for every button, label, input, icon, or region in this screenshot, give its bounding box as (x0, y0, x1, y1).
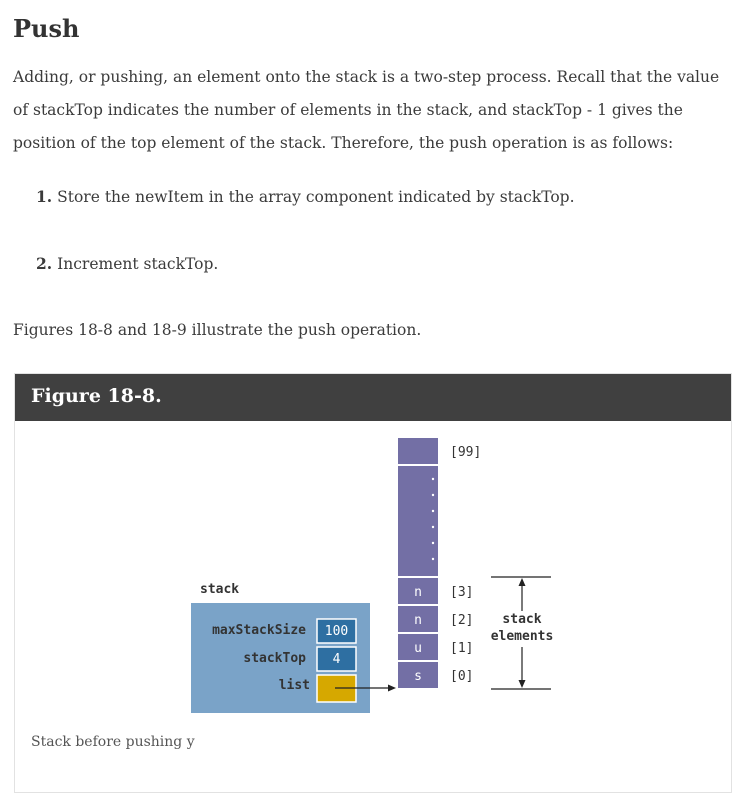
ellipsis-dot (432, 558, 434, 560)
ellipsis-dot (432, 478, 434, 480)
array-value-3: n (414, 585, 422, 600)
max-stack-size-label: maxStackSize (212, 623, 306, 638)
bracket-label-line2: elements (490, 629, 554, 644)
list-pointer-arrowhead (388, 685, 396, 692)
step-1-text: Store the newItem in the array component indicated by stackTop. (57, 188, 575, 206)
array-value-2: n (414, 613, 422, 628)
array-index-99: [99] (450, 445, 482, 460)
bracket-down-arrowhead (519, 680, 526, 688)
array-index-2: [2] (450, 613, 474, 628)
step-2 (36, 254, 218, 273)
step-2-text: Increment stackTop. (57, 255, 219, 273)
figure-18-8 (14, 373, 732, 793)
figure-header (15, 374, 731, 421)
step-2-number: 2. (36, 254, 53, 273)
ellipsis-dot (432, 542, 434, 544)
ellipsis-dot (432, 494, 434, 496)
stack-top-value: 4 (332, 652, 341, 667)
intro-paragraph: Adding, or pushing, an element onto the stack is a two-step process. Recall that the value of stackTop indicates the number of elements in the stack, and stackTop - 1 gives the position of the top element of the stack. Therefore, the push operation is as follows: (13, 68, 720, 152)
bracket-up-arrowhead (519, 578, 526, 586)
max-stack-size-value: 100 (324, 624, 349, 639)
figure-caption: Stack before pushing y (31, 734, 195, 750)
figures-intro: Figures 18-8 and 18-9 illustrate the push operation. (13, 321, 422, 339)
ellipsis-dot (432, 510, 434, 512)
figure-title: Figure 18-8. (31, 385, 162, 407)
stack-label: stack (200, 582, 240, 597)
ellipsis-dot (432, 526, 434, 528)
array-value-0: s (414, 669, 422, 684)
page-title: Push (13, 14, 80, 43)
stack-diagram (15, 421, 731, 741)
array-value-1: u (414, 641, 422, 656)
bracket-label-line1: stack (502, 612, 542, 627)
array-cell-99 (398, 438, 438, 464)
stack-top-label: stackTop (243, 651, 306, 666)
list-label: list (278, 678, 310, 693)
array-index-1: [1] (450, 641, 474, 656)
array-index-3: [3] (450, 585, 474, 600)
step-1-number: 1. (36, 187, 53, 206)
step-1 (36, 187, 575, 206)
array-index-0: [0] (450, 669, 474, 684)
